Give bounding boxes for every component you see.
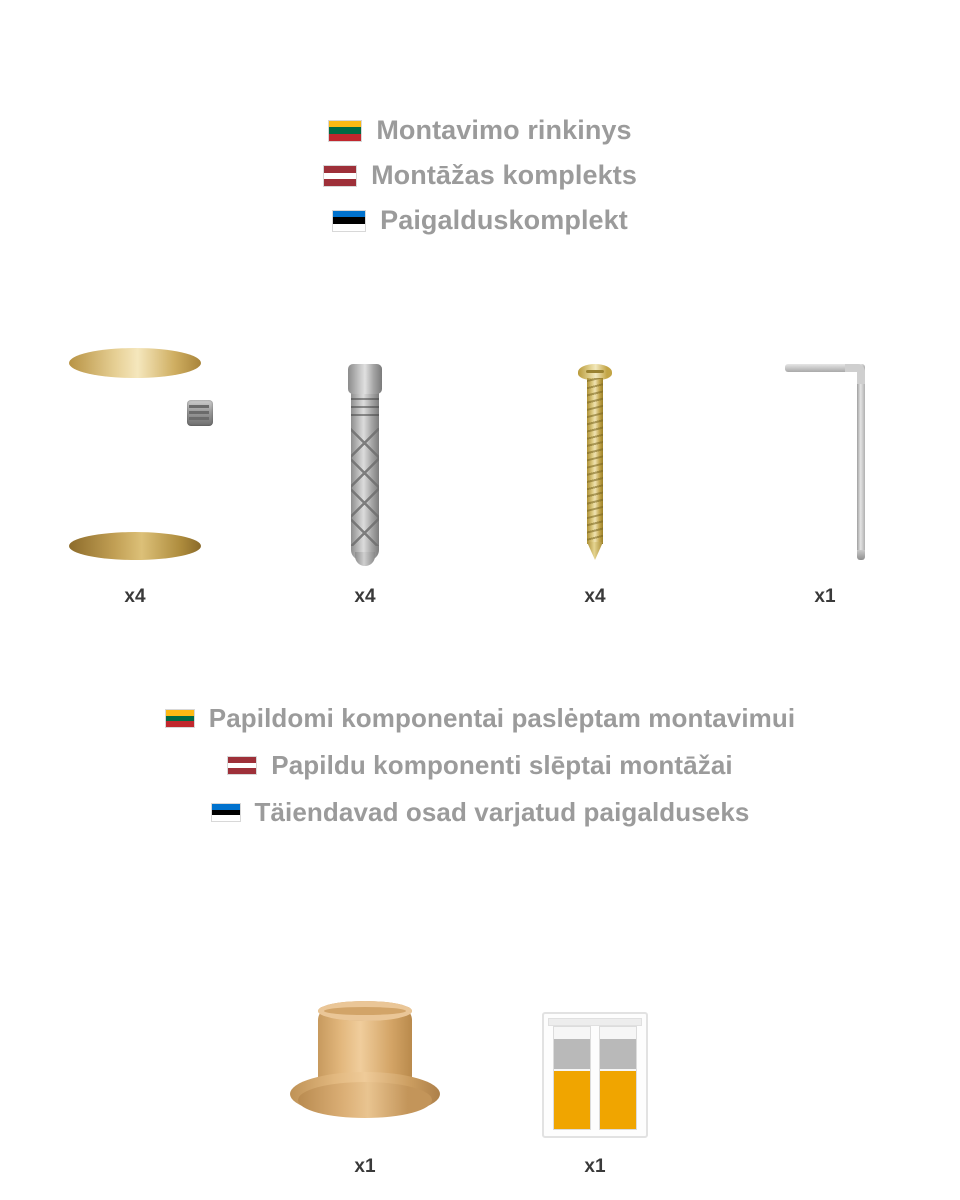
extra-heading-row-latvian [227, 750, 732, 781]
quantity-label: x4 [124, 586, 146, 607]
hidden-mounting-parts-row [0, 900, 960, 1178]
mounting-kit-title-lt: Montavimo rinkinys [376, 115, 632, 145]
lithuania-flag-icon [165, 709, 195, 728]
estonia-flag-icon [211, 803, 241, 822]
part-chemical-anchor-capsules [510, 912, 680, 1178]
plastic-sleeve-illustration [290, 900, 440, 1130]
part-plastic-sleeve [280, 900, 450, 1178]
mounting-kit-title-lv: Montāžas komplekts [371, 160, 637, 190]
chemical-anchor-illustration [542, 912, 648, 1142]
quantity-label: x1 [354, 1156, 376, 1177]
mounting-kit-parts-row [0, 330, 960, 608]
hidden-mounting-title-et: Täiendavad osad varjatud paigalduseks [254, 797, 750, 827]
wall-plug-illustration [345, 330, 385, 560]
lithuania-flag-icon [328, 120, 362, 142]
allen-key-illustration [785, 330, 865, 560]
mounting-kit-title-et: Paigalduskomplekt [380, 205, 628, 235]
quantity-label: x1 [584, 1156, 606, 1177]
heading-row-latvian [323, 160, 637, 191]
hidden-mounting-headings [0, 695, 960, 836]
heading-row-lithuanian [328, 115, 631, 146]
part-wall-plug [280, 330, 450, 608]
heading-row-estonian [332, 205, 628, 236]
hidden-mounting-title-lt: Papildomi komponentai paslėptam montavimui [208, 703, 796, 733]
quantity-label: x4 [584, 586, 606, 607]
grub-screw-icon [187, 400, 213, 426]
part-allen-key [740, 330, 910, 608]
quantity-label: x4 [354, 586, 376, 607]
brass-standoff-illustration [69, 330, 201, 560]
mounting-kit-headings [0, 108, 960, 243]
quantity-label: x1 [814, 586, 836, 607]
part-wood-screw [510, 330, 680, 608]
estonia-flag-icon [332, 210, 366, 232]
latvia-flag-icon [227, 756, 257, 775]
hidden-mounting-title-lv: Papildu komponenti slēptai montāžai [271, 750, 733, 780]
extra-heading-row-estonian [211, 797, 750, 828]
part-brass-standoff [50, 330, 220, 608]
extra-heading-row-lithuanian [165, 703, 795, 734]
latvia-flag-icon [323, 165, 357, 187]
wood-screw-illustration [578, 330, 612, 560]
